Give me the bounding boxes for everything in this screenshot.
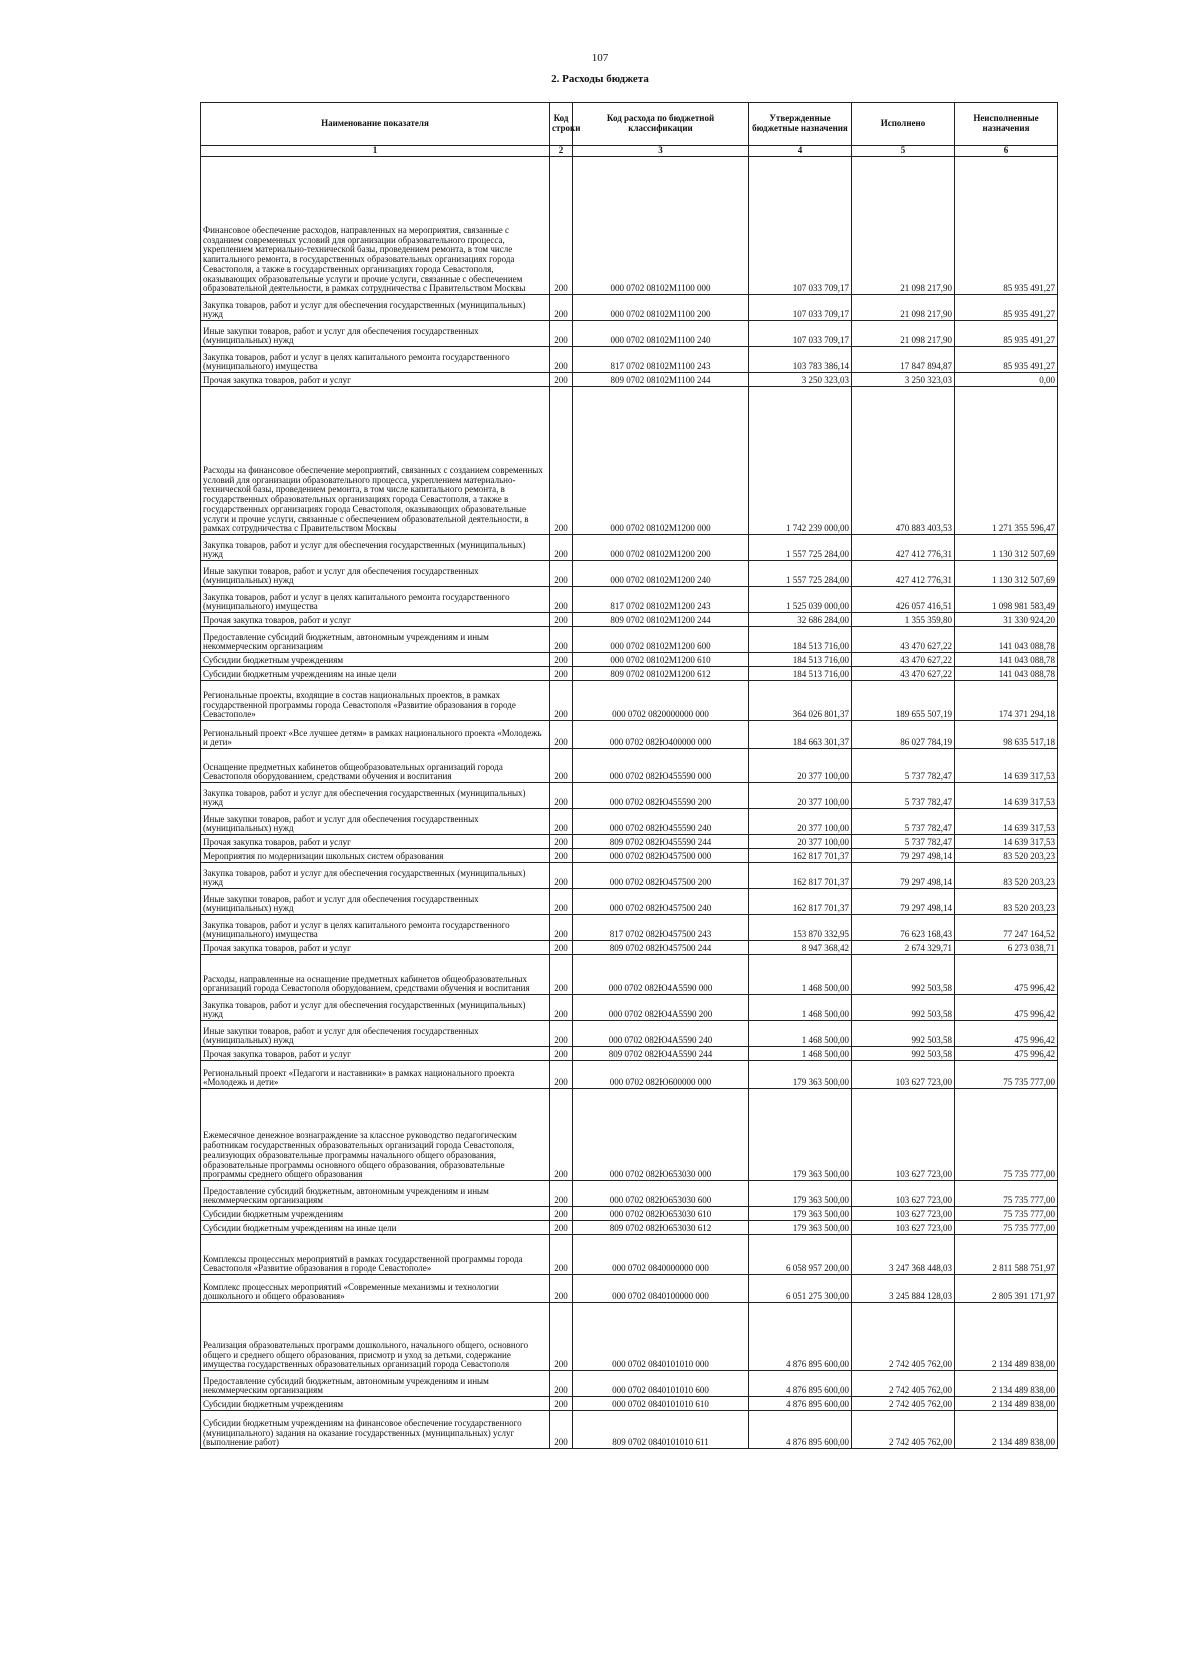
row-name: Закупка товаров, работ и услуг для обеспечения государственных (муниципальных) нужд [201,535,550,561]
row-executed: 79 297 498,14 [852,889,955,915]
row-unexecuted: 75 735 777,00 [955,1061,1058,1089]
row-executed: 2 742 405 762,00 [852,1397,955,1411]
row-expense-code: 000 0702 08102М1200 000 [573,387,749,535]
row-line-code: 200 [550,1021,573,1047]
row-approved: 6 051 275 300,00 [749,1275,852,1303]
row-line-code: 200 [550,1047,573,1061]
row-expense-code: 000 0702 0840101010 610 [573,1397,749,1411]
row-executed: 103 627 723,00 [852,1221,955,1235]
row-line-code: 200 [550,835,573,849]
table-row [201,863,1058,889]
row-name: Закупка товаров, работ и услуг в целях капитального ремонта государственного (муниципального) имущества [201,915,550,941]
row-expense-code: 000 0702 0820000000 000 [573,681,749,721]
row-name: Прочая закупка товаров, работ и услуг [201,1047,550,1061]
row-approved: 1 557 725 284,00 [749,561,852,587]
row-unexecuted: 14 639 317,53 [955,835,1058,849]
row-line-code: 200 [550,1275,573,1303]
row-line-code: 200 [550,995,573,1021]
table-row [201,809,1058,835]
table-row [201,1021,1058,1047]
row-name: Расходы, направленные на оснащение предметных кабинетов общеобразовательных организаций города Севастополя оборудованием, средствами обучения и воспитания [201,955,550,995]
table-row [201,1061,1058,1089]
row-executed: 2 674 329,71 [852,941,955,955]
row-name: Предоставление субсидий бюджетным, автономным учреждениям и иным некоммерческим организациям [201,1181,550,1207]
row-name: Иные закупки товаров, работ и услуг для обеспечения государственных (муниципальных) нужд [201,561,550,587]
row-line-code: 200 [550,1397,573,1411]
row-line-code: 200 [550,587,573,613]
table-row [201,1047,1058,1061]
row-unexecuted: 85 935 491,27 [955,321,1058,347]
row-name: Прочая закупка товаров, работ и услуг [201,835,550,849]
row-expense-code: 000 0702 082Ю4А5590 200 [573,995,749,1021]
row-name: Закупка товаров, работ и услуг в целях капитального ремонта государственного (муниципального) имущества [201,347,550,373]
row-unexecuted: 83 520 203,23 [955,889,1058,915]
table-row [201,849,1058,863]
row-unexecuted: 6 273 038,71 [955,941,1058,955]
row-line-code: 200 [550,347,573,373]
row-approved: 3 250 323,03 [749,373,852,387]
row-expense-code: 809 0702 082Ю4А5590 244 [573,1047,749,1061]
table-body [201,157,1058,1449]
row-name: Субсидии бюджетным учреждениям [201,1207,550,1221]
row-approved: 179 363 500,00 [749,1181,852,1207]
col-index: 5 [852,146,955,157]
row-line-code: 200 [550,1061,573,1089]
row-line-code: 200 [550,863,573,889]
table-row [201,681,1058,721]
row-line-code: 200 [550,849,573,863]
table-row [201,955,1058,995]
table-row [201,1371,1058,1397]
header-row [201,103,1058,146]
row-name: Предоставление субсидий бюджетным, автономным учреждениям и иным некоммерческим организациям [201,1371,550,1397]
row-line-code: 200 [550,681,573,721]
row-unexecuted: 2 811 588 751,97 [955,1235,1058,1275]
row-unexecuted: 2 134 489 838,00 [955,1371,1058,1397]
row-name: Иные закупки товаров, работ и услуг для обеспечения государственных (муниципальных) нужд [201,1021,550,1047]
row-executed: 189 655 507,19 [852,681,955,721]
row-approved: 4 876 895 600,00 [749,1397,852,1411]
row-executed: 3 250 323,03 [852,373,955,387]
table-row [201,653,1058,667]
row-name: Оснащение предметных кабинетов общеобразовательных организаций города Севастополя оборудованием, средствами обучения и воспитания [201,749,550,783]
row-expense-code: 809 0702 082Ю653030 612 [573,1221,749,1235]
row-approved: 4 876 895 600,00 [749,1411,852,1449]
row-name: Финансовое обеспечение расходов, направленных на мероприятия, связанные с созданием современных условий для организации образовательного процесса, укреплением материально-технической базы, проведением ремонта, в том числе капитального ремонта, в государственных образовательных организациях города Севастополя, а также в государственных организациях города Севастополя, оказывающих образовательные услуги и прочие услуги, связанные с обеспечением образовательной деятельности, в рамках сотрудничества с Правительством Москвы [201,157,550,295]
table-row [201,561,1058,587]
table-row [201,667,1058,681]
row-executed: 427 412 776,31 [852,561,955,587]
row-executed: 3 245 884 128,03 [852,1275,955,1303]
row-line-code: 200 [550,1411,573,1449]
row-approved: 184 513 716,00 [749,667,852,681]
table-row [201,915,1058,941]
row-executed: 17 847 894,87 [852,347,955,373]
row-line-code: 200 [550,561,573,587]
row-unexecuted: 0,00 [955,373,1058,387]
row-line-code: 200 [550,1089,573,1181]
row-name: Региональный проект «Педагоги и наставники» в рамках национального проекта «Молодежь и дети» [201,1061,550,1089]
row-approved: 20 377 100,00 [749,809,852,835]
row-line-code: 200 [550,915,573,941]
row-executed: 2 742 405 762,00 [852,1411,955,1449]
row-name: Прочая закупка товаров, работ и услуг [201,373,550,387]
row-unexecuted: 1 271 355 596,47 [955,387,1058,535]
table-row [201,373,1058,387]
row-line-code: 200 [550,373,573,387]
row-line-code: 200 [550,1235,573,1275]
row-executed: 992 503,58 [852,1021,955,1047]
row-approved: 364 026 801,37 [749,681,852,721]
table-row [201,1303,1058,1371]
row-unexecuted: 14 639 317,53 [955,749,1058,783]
row-unexecuted: 31 330 924,20 [955,613,1058,627]
row-approved: 1 525 039 000,00 [749,587,852,613]
row-expense-code: 000 0702 082Ю455590 000 [573,749,749,783]
row-expense-code: 809 0702 082Ю455590 244 [573,835,749,849]
row-expense-code: 000 0702 08102М1100 240 [573,321,749,347]
row-executed: 21 098 217,90 [852,321,955,347]
row-unexecuted: 1 098 981 583,49 [955,587,1058,613]
row-expense-code: 809 0702 08102М1100 244 [573,373,749,387]
row-unexecuted: 75 735 777,00 [955,1207,1058,1221]
row-line-code: 200 [550,749,573,783]
row-approved: 4 876 895 600,00 [749,1371,852,1397]
row-executed: 79 297 498,14 [852,863,955,889]
col-header-line-code: Код строки [550,103,573,146]
row-executed: 1 355 359,80 [852,613,955,627]
row-expense-code: 000 0702 08102М1100 200 [573,295,749,321]
row-unexecuted: 75 735 777,00 [955,1181,1058,1207]
col-header-name: Наименование показателя [201,103,550,146]
column-index-row [201,146,1058,157]
row-unexecuted: 98 635 517,18 [955,721,1058,749]
row-executed: 103 627 723,00 [852,1089,955,1181]
row-line-code: 200 [550,321,573,347]
col-index: 3 [573,146,749,157]
row-executed: 5 737 782,47 [852,809,955,835]
row-executed: 21 098 217,90 [852,295,955,321]
row-line-code: 200 [550,941,573,955]
row-name: Региональные проекты, входящие в состав национальных проектов, в рамках государственной программы города Севастополя «Развитие образования в городе Севастополе» [201,681,550,721]
row-executed: 43 470 627,22 [852,667,955,681]
table-row [201,1089,1058,1181]
row-line-code: 200 [550,955,573,995]
row-expense-code: 000 0702 0840101010 600 [573,1371,749,1397]
row-executed: 43 470 627,22 [852,653,955,667]
row-approved: 107 033 709,17 [749,295,852,321]
row-unexecuted: 14 639 317,53 [955,783,1058,809]
table-row [201,835,1058,849]
row-approved: 184 663 301,37 [749,721,852,749]
table-row [201,587,1058,613]
row-line-code: 200 [550,1303,573,1371]
table-row [201,1411,1058,1449]
table-row [201,1207,1058,1221]
row-approved: 107 033 709,17 [749,321,852,347]
row-unexecuted: 174 371 294,18 [955,681,1058,721]
row-executed: 103 627 723,00 [852,1181,955,1207]
row-expense-code: 000 0702 082Ю653030 600 [573,1181,749,1207]
table-row [201,295,1058,321]
row-unexecuted: 85 935 491,27 [955,157,1058,295]
row-name: Предоставление субсидий бюджетным, автономным учреждениям и иным некоммерческим организациям [201,627,550,653]
row-executed: 5 737 782,47 [852,783,955,809]
row-name: Иные закупки товаров, работ и услуг для обеспечения государственных (муниципальных) нужд [201,321,550,347]
row-line-code: 200 [550,667,573,681]
row-executed: 426 057 416,51 [852,587,955,613]
row-line-code: 200 [550,889,573,915]
row-expense-code: 809 0702 0840101010 611 [573,1411,749,1449]
row-approved: 162 817 701,37 [749,849,852,863]
row-name: Комплекс процессных мероприятий «Современные механизмы и технологии дошкольного и общего образования» [201,1275,550,1303]
row-expense-code: 000 0702 082Ю400000 000 [573,721,749,749]
row-approved: 162 817 701,37 [749,863,852,889]
row-approved: 184 513 716,00 [749,653,852,667]
row-unexecuted: 2 134 489 838,00 [955,1397,1058,1411]
row-expense-code: 000 0702 08102М1200 610 [573,653,749,667]
expenditure-table [200,102,1058,1449]
row-executed: 21 098 217,90 [852,157,955,295]
table-row [201,1181,1058,1207]
row-approved: 153 870 332,95 [749,915,852,941]
row-expense-code: 000 0702 082Ю600000 000 [573,1061,749,1089]
row-executed: 427 412 776,31 [852,535,955,561]
row-name: Закупка товаров, работ и услуг в целях капитального ремонта государственного (муниципального) имущества [201,587,550,613]
row-expense-code: 817 0702 082Ю457500 243 [573,915,749,941]
row-unexecuted: 141 043 088,78 [955,667,1058,681]
row-approved: 107 033 709,17 [749,157,852,295]
row-executed: 992 503,58 [852,995,955,1021]
row-name: Реализация образовательных программ дошкольного, начального общего, основного общего и среднего общего образования, присмотр и уход за детьми, содержание имущества государственных образовательных организаций города Севастополя [201,1303,550,1371]
table-row [201,347,1058,373]
row-expense-code: 817 0702 08102М1200 243 [573,587,749,613]
row-expense-code: 000 0702 082Ю455590 240 [573,809,749,835]
row-approved: 1 742 239 000,00 [749,387,852,535]
table-row [201,1397,1058,1411]
table-row [201,783,1058,809]
row-unexecuted: 141 043 088,78 [955,627,1058,653]
row-unexecuted: 75 735 777,00 [955,1221,1058,1235]
table-row [201,1275,1058,1303]
row-executed: 2 742 405 762,00 [852,1371,955,1397]
row-name: Прочая закупка товаров, работ и услуг [201,941,550,955]
row-approved: 1 468 500,00 [749,955,852,995]
row-unexecuted: 83 520 203,23 [955,863,1058,889]
table-row [201,627,1058,653]
row-name: Закупка товаров, работ и услуг для обеспечения государственных (муниципальных) нужд [201,863,550,889]
row-approved: 4 876 895 600,00 [749,1303,852,1371]
row-unexecuted: 85 935 491,27 [955,295,1058,321]
table-row [201,889,1058,915]
row-expense-code: 000 0702 082Ю653030 610 [573,1207,749,1221]
row-line-code: 200 [550,535,573,561]
table-row [201,941,1058,955]
table-row [201,321,1058,347]
row-name: Прочая закупка товаров, работ и услуг [201,613,550,627]
row-unexecuted: 141 043 088,78 [955,653,1058,667]
section-title: 2. Расходы бюджета [551,73,649,85]
table-row [201,535,1058,561]
table-row [201,1235,1058,1275]
row-approved: 1 468 500,00 [749,995,852,1021]
row-executed: 5 737 782,47 [852,835,955,849]
row-name: Расходы на финансовое обеспечение мероприятий, связанных с созданием современных условий для организации образовательного процесса, укреплением материально-технической базы, проведением ремонта, в том числе капитального ремонта, в государственных образовательных организациях города Севастополя, а также в государственных организациях города Севастополя, оказывающих образовательные услуги и прочие услуги, связанные с обеспечением образовательной деятельности, в рамках сотрудничества с Правительством Москвы [201,387,550,535]
row-line-code: 200 [550,1181,573,1207]
row-executed: 103 627 723,00 [852,1207,955,1221]
row-name: Иные закупки товаров, работ и услуг для обеспечения государственных (муниципальных) нужд [201,809,550,835]
row-expense-code: 000 0702 082Ю455590 200 [573,783,749,809]
col-header-approved: Утвержденные бюджетные назначения [749,103,852,146]
row-expense-code: 000 0702 08102М1200 600 [573,627,749,653]
row-executed: 79 297 498,14 [852,849,955,863]
row-line-code: 200 [550,721,573,749]
row-approved: 1 468 500,00 [749,1047,852,1061]
row-line-code: 200 [550,1371,573,1397]
row-unexecuted: 475 996,42 [955,995,1058,1021]
col-index: 1 [201,146,550,157]
row-approved: 20 377 100,00 [749,749,852,783]
row-unexecuted: 1 130 312 507,69 [955,535,1058,561]
row-unexecuted: 75 735 777,00 [955,1089,1058,1181]
row-unexecuted: 475 996,42 [955,1047,1058,1061]
row-line-code: 200 [550,295,573,321]
row-expense-code: 000 0702 082Ю457500 200 [573,863,749,889]
row-executed: 992 503,58 [852,955,955,995]
table-row [201,1221,1058,1235]
row-executed: 5 737 782,47 [852,749,955,783]
row-approved: 20 377 100,00 [749,783,852,809]
row-line-code: 200 [550,783,573,809]
row-approved: 184 513 716,00 [749,627,852,653]
row-approved: 1 557 725 284,00 [749,535,852,561]
row-executed: 3 247 368 448,03 [852,1235,955,1275]
row-approved: 179 363 500,00 [749,1207,852,1221]
table-row [201,613,1058,627]
row-approved: 179 363 500,00 [749,1221,852,1235]
row-expense-code: 000 0702 082Ю4А5590 240 [573,1021,749,1047]
row-expense-code: 000 0702 08102М1200 240 [573,561,749,587]
col-index: 6 [955,146,1058,157]
row-name: Субсидии бюджетным учреждениям на иные цели [201,1221,550,1235]
row-unexecuted: 475 996,42 [955,1021,1058,1047]
row-approved: 162 817 701,37 [749,889,852,915]
row-name: Закупка товаров, работ и услуг для обеспечения государственных (муниципальных) нужд [201,995,550,1021]
row-expense-code: 817 0702 08102М1100 243 [573,347,749,373]
row-name: Региональный проект «Все лучшее детям» в рамках национального проекта «Молодежь и дети» [201,721,550,749]
row-unexecuted: 2 134 489 838,00 [955,1303,1058,1371]
row-line-code: 200 [550,653,573,667]
row-line-code: 200 [550,809,573,835]
row-unexecuted: 83 520 203,23 [955,849,1058,863]
row-executed: 43 470 627,22 [852,627,955,653]
row-expense-code: 000 0702 082Ю653030 000 [573,1089,749,1181]
row-expense-code: 000 0702 082Ю4А5590 000 [573,955,749,995]
row-name: Закупка товаров, работ и услуг для обеспечения государственных (муниципальных) нужд [201,783,550,809]
table-row [201,721,1058,749]
row-name: Иные закупки товаров, работ и услуг для обеспечения государственных (муниципальных) нужд [201,889,550,915]
row-line-code: 200 [550,613,573,627]
row-line-code: 200 [550,1207,573,1221]
col-header-executed: Исполнено [852,103,955,146]
row-approved: 8 947 368,42 [749,941,852,955]
row-unexecuted: 2 805 391 171,97 [955,1275,1058,1303]
row-expense-code: 809 0702 08102М1200 244 [573,613,749,627]
row-expense-code: 000 0702 082Ю457500 240 [573,889,749,915]
col-header-unexecuted: Неисполненные назначения [955,103,1058,146]
row-name: Закупка товаров, работ и услуг для обеспечения государственных (муниципальных) нужд [201,295,550,321]
col-header-expense-code: Код расхода по бюджетной классификации [573,103,749,146]
table-row [201,387,1058,535]
col-index: 2 [550,146,573,157]
row-unexecuted: 85 935 491,27 [955,347,1058,373]
row-executed: 2 742 405 762,00 [852,1303,955,1371]
row-expense-code: 809 0702 082Ю457500 244 [573,941,749,955]
row-line-code: 200 [550,627,573,653]
row-name: Субсидии бюджетным учреждениям на иные цели [201,667,550,681]
row-expense-code: 000 0702 0840100000 000 [573,1275,749,1303]
row-unexecuted: 2 134 489 838,00 [955,1411,1058,1449]
row-expense-code: 000 0702 0840000000 000 [573,1235,749,1275]
table-row [201,995,1058,1021]
row-approved: 179 363 500,00 [749,1061,852,1089]
row-name: Субсидии бюджетным учреждениям [201,653,550,667]
row-name: Мероприятия по модернизации школьных систем образования [201,849,550,863]
col-index: 4 [749,146,852,157]
table-row [201,749,1058,783]
row-name: Комплексы процессных мероприятий в рамках государственной программы города Севастополя «Развитие образования в городе Севастополе» [201,1235,550,1275]
row-approved: 20 377 100,00 [749,835,852,849]
table-row [201,157,1058,295]
row-line-code: 200 [550,1221,573,1235]
row-expense-code: 809 0702 08102М1200 612 [573,667,749,681]
page-number: 107 [591,52,609,64]
row-name: Субсидии бюджетным учреждениям на финансовое обеспечение государственного (муниципального) задания на оказание государственных (муниципальных) услуг (выполнение работ) [201,1411,550,1449]
row-executed: 103 627 723,00 [852,1061,955,1089]
row-unexecuted: 14 639 317,53 [955,809,1058,835]
row-approved: 179 363 500,00 [749,1089,852,1181]
row-name: Ежемесячное денежное вознаграждение за классное руководство педагогическим работникам государственных образовательных организаций города Севастополя, реализующих образовательные программы начального общего образования, образовательные программы основного общего образования, образовательные программы среднего общего образования [201,1089,550,1181]
row-expense-code: 000 0702 08102М1100 000 [573,157,749,295]
row-unexecuted: 77 247 164,52 [955,915,1058,941]
row-expense-code: 000 0702 08102М1200 200 [573,535,749,561]
row-line-code: 200 [550,387,573,535]
row-executed: 992 503,58 [852,1047,955,1061]
row-approved: 6 058 957 200,00 [749,1235,852,1275]
row-expense-code: 000 0702 082Ю457500 000 [573,849,749,863]
row-name: Субсидии бюджетным учреждениям [201,1397,550,1411]
row-unexecuted: 1 130 312 507,69 [955,561,1058,587]
row-executed: 76 623 168,43 [852,915,955,941]
row-executed: 470 883 403,53 [852,387,955,535]
row-approved: 103 783 386,14 [749,347,852,373]
row-expense-code: 000 0702 0840101010 000 [573,1303,749,1371]
row-unexecuted: 475 996,42 [955,955,1058,995]
row-approved: 32 686 284,00 [749,613,852,627]
row-executed: 86 027 784,19 [852,721,955,749]
row-line-code: 200 [550,157,573,295]
row-approved: 1 468 500,00 [749,1021,852,1047]
